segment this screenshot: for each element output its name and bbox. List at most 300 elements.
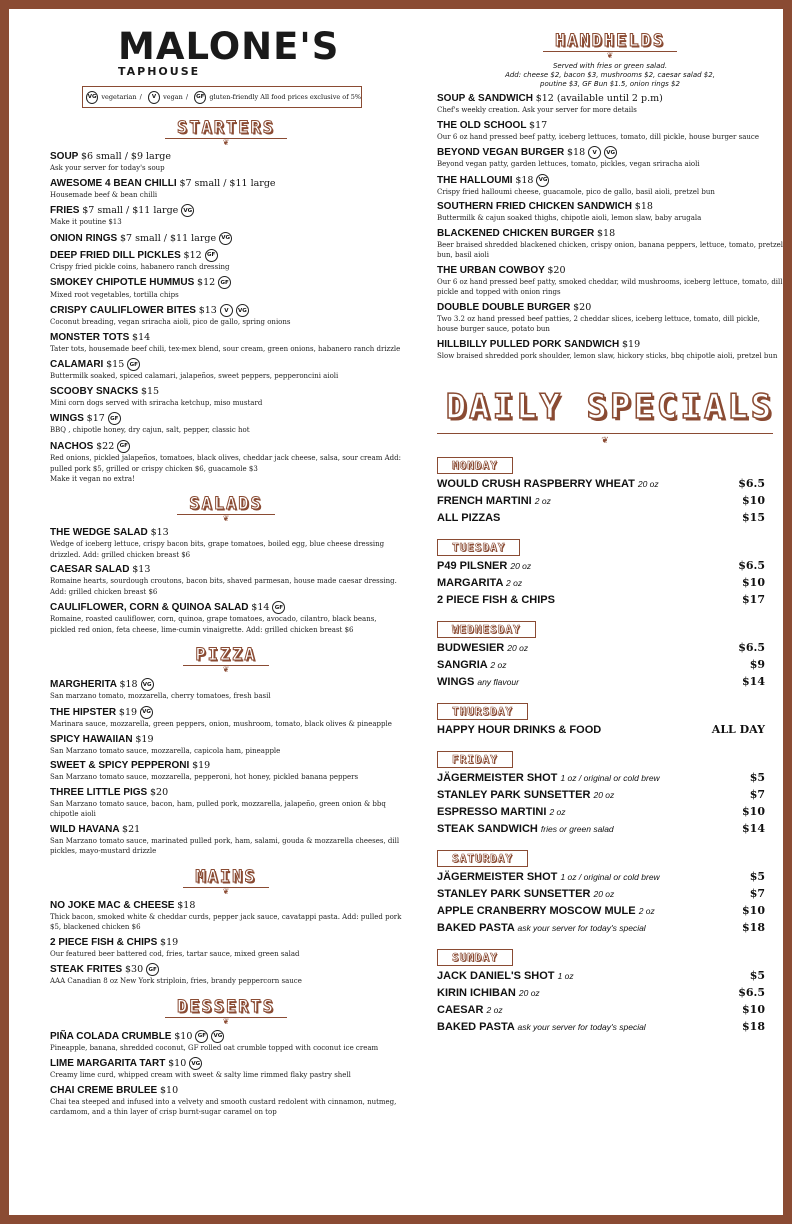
gluten-friendly-tag: GF: [108, 412, 121, 425]
mains-section: [50, 867, 402, 987]
special-row: [437, 805, 783, 819]
special-name: WOULD CRUSH RASPBERRY WHEAT 20 oz: [437, 478, 659, 491]
item-price: $7 small / $11 large: [82, 205, 179, 217]
hop-icon: ❦: [222, 138, 230, 147]
day-heading: MONDAY: [437, 457, 513, 474]
item-price: $14: [132, 331, 151, 343]
special-note: 2 oz: [549, 807, 566, 818]
vegetarian-tag: VG: [211, 1030, 224, 1043]
vegan-tag: V: [220, 304, 233, 317]
item-description: Chef's weekly creation. Ask your server for more details: [437, 106, 637, 114]
special-row: [437, 593, 783, 607]
special-name: CAESAR 2 oz: [437, 1004, 503, 1017]
gluten-friendly-tag: GF: [146, 963, 159, 976]
hop-icon: ❦: [222, 1016, 230, 1026]
menu-item: [50, 304, 402, 328]
special-price: $6.5: [738, 559, 765, 573]
special-name: HAPPY HOUR DRINKS & FOOD: [437, 724, 602, 737]
menu-item: [50, 1030, 402, 1054]
special-note: fries or green salad: [540, 824, 614, 835]
menu-item: [50, 900, 402, 933]
special-note: 1 oz: [557, 971, 574, 982]
vegetarian-tag: VG: [140, 706, 153, 719]
logo: [118, 27, 402, 78]
menu-item: [50, 678, 402, 702]
special-name: BUDWESIER 20 oz: [437, 642, 529, 655]
special-row: [437, 822, 783, 836]
special-price: $14: [742, 675, 765, 689]
item-description: Our 6 oz hand pressed beef patty, smoked cheddar, wild mushrooms, iceberg lettuce, tomato, dill pickle and topped with onion rings: [437, 277, 783, 297]
item-name: SWEET & SPICY PEPPERONI $19: [50, 760, 211, 772]
item-description: Buttermilk soaked, spiced calamari, jalapeños, sweet peppers, pepperoncini aioli: [50, 372, 339, 381]
item-price: $13: [132, 564, 151, 576]
item-name: LIME MARGARITA TART $10 VG: [50, 1057, 402, 1070]
item-name: CALAMARI $15 GF: [50, 358, 402, 371]
section-title: DESSERTS: [165, 997, 287, 1018]
section-title: HANDHELDS: [543, 31, 677, 52]
special-note: 20 oz: [507, 643, 529, 654]
logo-subtitle: TAPHOUSE: [118, 65, 201, 78]
section-title: STARTERS: [165, 118, 287, 139]
day-block: [437, 737, 783, 836]
special-price: $10: [742, 805, 765, 819]
special-name: STANLEY PARK SUNSETTER 20 oz: [437, 888, 615, 901]
item-description: San Marzano tomato sauce, bacon, ham, pulled pork, mozzarella, jalapeño, green onion & bbq chipotle aioli: [50, 799, 386, 819]
item-price: $19: [622, 338, 641, 350]
menu-item: [50, 734, 402, 757]
item-price: $12: [183, 249, 202, 261]
item-description: Red onions, pickled jalapeños, tomatoes, black olives, cheddar jack cheese, salsa, sour cream Add: pulled pork $5, grilled or crispy chicken $6, guacamole $3: [50, 454, 401, 473]
day-block: [437, 935, 783, 1034]
item-price: $7 small / $11 large: [120, 232, 217, 244]
item-description: Pineapple, banana, shredded coconut, GF rolled oat crumble topped with coconut ice cream: [50, 1043, 379, 1052]
item-description: Romaine, roasted cauliflower, corn, quinoa, grape tomatoes, avocado, cilantro, black beans, pickled red onion, feta cheese, lime-cumin vinaigrette. Add: grilled chicken breast $6: [50, 615, 377, 634]
item-price: $15: [106, 359, 125, 371]
menu-item: [50, 232, 402, 245]
menu-item: [50, 358, 402, 382]
menu-item: [50, 937, 402, 960]
menu-item: [50, 706, 402, 730]
special-price: $10: [742, 1003, 765, 1017]
menu-item: [50, 1057, 402, 1081]
item-name: THE OLD SCHOOL $17: [437, 119, 548, 131]
item-name: WILD HAVANA $21: [50, 823, 141, 835]
item-name: SMOKEY CHIPOTLE HUMMUS $12 GF: [50, 276, 402, 289]
item-price: $18: [119, 679, 138, 691]
starters-heading: [50, 118, 402, 147]
handhelds-note: [437, 62, 783, 89]
item-name: CHAI CREME BRULEE $10: [50, 1084, 179, 1096]
item-name: CRISPY CAULIFLOWER BITES $13 V VG: [50, 304, 402, 317]
menu-item: [437, 174, 783, 198]
special-note: 20 oz: [518, 988, 540, 999]
vegan-tag: V: [588, 146, 601, 159]
special-name: MARGARITA 2 oz: [437, 577, 523, 590]
item-description: Slow braised shredded pork shoulder, lemon slaw, hickory sticks, bbq chipotle aioli, pretzel bun: [437, 351, 778, 360]
special-price: $15: [742, 511, 765, 525]
item-description: San Marzano tomato sauce, mozzarella, pepperoni, hot honey, pickled banana peppers: [50, 773, 359, 782]
item-price: $21: [122, 823, 141, 835]
item-name: THE HALLOUMI $18 VG: [437, 174, 783, 187]
special-name: JÄGERMEISTER SHOT 1 oz / original or cold brew: [437, 772, 660, 785]
special-price: $5: [749, 771, 765, 785]
item-name: MONSTER TOTS $14: [50, 331, 151, 343]
pizza-section: [50, 645, 402, 856]
menu-item: [437, 93, 783, 116]
day-heading: WEDNESDAY: [437, 621, 536, 638]
section-title: PIZZA: [183, 645, 268, 666]
item-name: CAULIFLOWER, CORN & QUINOA SALAD $14 GF: [50, 601, 402, 614]
desserts-section: [50, 997, 402, 1118]
item-name: SOUP & SANDWICH $12 (available until 2 p.m): [437, 93, 663, 104]
menu-item: [437, 228, 783, 261]
special-name: SANGRIA 2 oz: [437, 659, 507, 672]
special-note: 20 oz: [510, 561, 532, 572]
special-price: $18: [742, 921, 765, 935]
item-name: CAESAR SALAD $13: [50, 564, 151, 576]
handhelds-heading: [437, 31, 783, 60]
item-description: Marinara sauce, mozzarella, green peppers, onion, mushroom, tomato, black olives & pineapple: [50, 720, 392, 729]
special-price: $6.5: [738, 986, 765, 1000]
item-description: Creamy lime curd, whipped cream with sweet & salty lime rimmed flaky pastry shell: [50, 1071, 351, 1080]
vegetarian-tag: VG: [236, 304, 249, 317]
special-name: BAKED PASTA ask your server for today's special: [437, 1021, 646, 1034]
special-row: [437, 477, 783, 491]
item-price: $7 small / $11 large: [179, 177, 276, 189]
menu-item: [437, 146, 783, 170]
item-price: $18: [567, 147, 586, 159]
item-price: $17: [529, 119, 548, 131]
special-name: WINGS any flavour: [437, 676, 519, 689]
day-block: [437, 836, 783, 935]
special-note: any flavour: [477, 677, 519, 688]
item-name: FRIES $7 small / $11 large VG: [50, 204, 402, 217]
item-name: SCOOBY SNACKS $15: [50, 385, 160, 397]
daily-specials-title: DAILY SPECIALS: [445, 387, 775, 428]
item-price: $20: [150, 786, 169, 798]
gluten-friendly-tag: GF: [127, 358, 140, 371]
special-note: 2 oz: [490, 660, 507, 671]
special-row: [437, 511, 783, 525]
item-description: Chai tea steeped and infused into a velvety and smooth custard redolent with cinnamon, nutmeg, cardamom, and a thin layer of crisp burnt-sugar caramel on top: [50, 1097, 397, 1117]
special-note: ask your server for today's special: [517, 923, 646, 934]
menu-item: [50, 824, 402, 857]
item-description: Buttermilk & cajun soaked thighs, chipotle aioli, lemon slaw, baby arugala: [437, 214, 702, 223]
hop-icon: ❦: [222, 665, 230, 675]
legend-separator: /: [139, 93, 142, 101]
special-note: ask your server for today's special: [517, 1022, 646, 1033]
item-description: Coconut breading, vegan sriracha aioli, pico de gallo, spring onions: [50, 318, 291, 327]
item-description: Crispy fried halloumi cheese, guacamole, pico de gallo, basil aioli, pretzel bun: [437, 187, 715, 196]
item-name: WINGS $17 GF: [50, 412, 402, 425]
special-row: [437, 559, 783, 573]
gluten-friendly-tag: GF: [194, 91, 206, 104]
item-description: Tater tots, housemade beef chili, tex-mex blend, sour cream, green onions, habanero ranch drizzle: [50, 344, 401, 353]
special-price: $10: [742, 494, 765, 508]
item-price: $20: [573, 301, 592, 313]
item-extra: Make it vegan no extra!: [50, 475, 135, 484]
menu-item: [50, 412, 402, 436]
right-column: [437, 27, 783, 1034]
special-name: STANLEY PARK SUNSETTER 20 oz: [437, 789, 615, 802]
item-price: $19: [160, 936, 179, 948]
special-row: [437, 921, 783, 935]
item-description: Ask your server for today's soup: [50, 164, 165, 172]
vegetarian-tag: VG: [86, 91, 98, 104]
item-description: Housemade beef & bean chilli: [50, 190, 158, 199]
item-description: Two 3.2 oz hand pressed beef patties, 2 cheddar slices, iceberg lettuce, tomato, dill pickle, house burger sauce, potato bun: [437, 314, 760, 334]
item-description: BBQ , chipotle honey, dry cajun, salt, pepper, classic hot: [50, 426, 250, 435]
special-note: 20 oz: [637, 479, 659, 490]
vegetarian-tag: VG: [189, 1057, 202, 1070]
item-price: $18: [634, 201, 653, 213]
item-description: Wedge of iceberg lettuce, crispy bacon bits, grape tomatoes, boiled egg, blue cheese dressing drizzled. Add: grilled chicken breast $6: [50, 540, 385, 559]
menu-item: [50, 601, 402, 635]
item-name: SOUP $6 small / $9 large: [50, 151, 171, 162]
special-price: $14: [742, 822, 765, 836]
special-name: FRENCH MARTINI 2 oz: [437, 495, 551, 508]
special-row: [437, 1003, 783, 1017]
item-description: Mixed root vegetables, tortilla chips: [50, 290, 179, 299]
item-name: THREE LITTLE PIGS $20: [50, 786, 169, 798]
special-note: 2 oz: [506, 578, 523, 589]
menu-item: [50, 787, 402, 820]
item-price: $14: [251, 602, 270, 614]
special-row: [437, 771, 783, 785]
note-line: Served with fries or green salad.: [552, 62, 668, 70]
item-name: NO JOKE MAC & CHEESE $18: [50, 899, 196, 911]
day-heading: FRIDAY: [437, 751, 513, 768]
item-name: HILLBILLY PULLED PORK SANDWICH $19: [437, 338, 641, 350]
daily-specials-list: [437, 443, 783, 1034]
menu-item: [50, 386, 402, 409]
day-block: [437, 607, 783, 689]
special-price: $18: [742, 1020, 765, 1034]
desserts-heading: [50, 997, 402, 1026]
item-description: Beer braised shredded blackened chicken, crispy onion, banana peppers, lettuce, tomato, pretzel bun, basil aioli: [437, 240, 784, 260]
day-heading: THURSDAY: [437, 703, 528, 720]
item-price: $19: [118, 707, 138, 719]
menu-item: [50, 760, 402, 783]
special-row: [437, 576, 783, 590]
item-description: San marzano tomato, mozzarella, cherry tomatoes, fresh basil: [50, 692, 271, 701]
menu-item: [437, 201, 783, 224]
special-price: $6.5: [738, 641, 765, 655]
special-price: $10: [742, 904, 765, 918]
special-name: APPLE CRANBERRY MOSCOW MULE 2 oz: [437, 905, 655, 918]
item-price: $20: [547, 264, 566, 276]
item-name: BEYOND VEGAN BURGER $18 V VG: [437, 146, 783, 159]
starters-section: [50, 118, 402, 484]
special-note: 1 oz / original or cold brew: [560, 872, 660, 883]
vegetarian-tag: VG: [536, 174, 549, 187]
hop-icon: ❦: [222, 886, 230, 896]
item-name: BLACKENED CHICKEN BURGER $18: [437, 227, 616, 239]
note-line: poutine $3, GF Bun $1.5, onion rings $2: [540, 80, 680, 88]
vegetarian-tag: VG: [219, 232, 232, 245]
note-line: Add: cheese $2, bacon $3, mushrooms $2, caesar salad $2,: [505, 71, 715, 79]
day-heading: SATURDAY: [437, 850, 528, 867]
item-price: $15: [140, 385, 160, 397]
section-title: MAINS: [183, 867, 268, 888]
special-name: JACK DANIEL'S SHOT 1 oz: [437, 970, 574, 983]
item-name: THE URBAN COWBOY $20: [437, 264, 566, 276]
item-name: ONION RINGS $7 small / $11 large VG: [50, 232, 402, 245]
item-description: Beyond vegan patty, garden lettuces, tomato, pickles, vegan sriracha aioli: [437, 160, 700, 169]
item-name: THE HIPSTER $19 VG: [50, 706, 402, 719]
item-price: $13: [198, 305, 217, 317]
special-note: 2 oz: [638, 906, 655, 917]
item-description: Our featured beer battered cod, fries, tartar sauce, mixed green salad: [50, 949, 300, 958]
item-description: Our 6 oz hand pressed beef patty, iceberg lettuces, tomato, dill pickle, house burger sauce: [437, 132, 759, 141]
special-row: [437, 870, 783, 884]
item-price: $18: [177, 899, 196, 911]
item-description: Crispy fried pickle coins, habanero ranch dressing: [50, 262, 230, 271]
item-price: $12: [197, 277, 216, 289]
gluten-friendly-tag: GF: [117, 440, 130, 453]
special-name: ALL PIZZAS: [437, 512, 501, 525]
day-heading: TUESDAY: [437, 539, 520, 556]
special-row: [437, 641, 783, 655]
special-price: $10: [742, 576, 765, 590]
day-heading: SUNDAY: [437, 949, 513, 966]
hop-icon: ❦: [606, 51, 614, 60]
special-price: $5: [749, 870, 765, 884]
special-note: 2 oz: [534, 496, 551, 507]
special-name: ESPRESSO MARTINI 2 oz: [437, 806, 566, 819]
special-row: [437, 887, 783, 901]
special-price: $9: [749, 658, 765, 672]
item-description: Thick bacon, smoked white & cheddar curds, pepper jack sauce, cavatappi pasta. Add: pulled pork $5, blackened chicken $6: [50, 912, 402, 932]
item-name: NACHOS $22 GF: [50, 440, 402, 453]
item-price: $13: [150, 527, 169, 539]
legend-vegetarian: vegetarian: [101, 93, 137, 101]
dietary-legend: [82, 86, 362, 108]
gluten-friendly-tag: GF: [195, 1030, 208, 1043]
menu-item: [50, 178, 402, 201]
special-name: BAKED PASTA ask your server for today's special: [437, 922, 646, 935]
special-row: [437, 986, 783, 1000]
item-description: San Marzano tomato sauce, marinated pulled pork, ham, salami, gouda & mozzarella cheeses, dill pickles, mayo-mustard drizzle: [50, 836, 400, 856]
menu-item: [50, 204, 402, 228]
special-name: STEAK SANDWICH fries or green salad: [437, 823, 614, 836]
item-price: $19: [135, 733, 154, 745]
special-row: [437, 904, 783, 918]
menu-item: [50, 440, 402, 484]
special-row: [437, 723, 783, 737]
item-name: MARGHERITA $18 VG: [50, 678, 402, 691]
salads-section: [50, 494, 402, 635]
salads-heading: [50, 494, 402, 523]
item-name: DOUBLE DOUBLE BURGER $20: [437, 301, 592, 313]
gluten-friendly-tag: GF: [272, 601, 285, 614]
special-price: ALL DAY: [711, 723, 765, 737]
special-price: $7: [749, 887, 765, 901]
special-price: $17: [742, 593, 765, 607]
menu-item: [50, 1085, 402, 1118]
mains-heading: [50, 867, 402, 896]
special-row: [437, 494, 783, 508]
menu-item: [437, 302, 783, 335]
special-note: 2 oz: [486, 1005, 503, 1016]
item-price: $19: [192, 760, 211, 772]
item-price: $17: [86, 413, 105, 425]
item-price: $18: [597, 227, 616, 239]
logo-name: MALONE'S: [118, 25, 340, 68]
special-row: [437, 788, 783, 802]
item-description: Make it poutine $13: [50, 218, 122, 227]
special-name: KIRIN ICHIBAN 20 oz: [437, 987, 540, 1000]
legend-gluten-friendly: gluten-friendly All food prices exclusive of 5%: [209, 93, 362, 101]
hop-icon: ❦: [597, 436, 613, 446]
item-description: San Marzano tomato sauce, mozzarella, capicola ham, pineapple: [50, 746, 281, 755]
item-description: Mini corn dogs served with sriracha ketchup, miso mustard: [50, 398, 263, 407]
vegetarian-tag: VG: [604, 146, 617, 159]
item-price: $22: [96, 441, 115, 453]
item-description: AAA Canadian 8 oz New York striploin, fries, brandy peppercorn sauce: [50, 977, 302, 986]
handhelds-list: [437, 93, 783, 361]
vegetarian-tag: VG: [181, 204, 194, 217]
vegetarian-tag: VG: [141, 678, 154, 691]
special-row: [437, 969, 783, 983]
menu-item: [50, 151, 402, 174]
item-name: THE WEDGE SALAD $13: [50, 527, 169, 539]
item-price: $30: [125, 964, 144, 976]
special-name: 2 PIECE FISH & CHIPS: [437, 594, 555, 607]
day-block: [437, 689, 783, 737]
item-name: DEEP FRIED DILL PICKLES $12 GF: [50, 249, 402, 262]
menu-item: [437, 265, 783, 298]
left-column: [50, 27, 402, 1118]
item-name: STEAK FRITES $30 GF: [50, 963, 402, 976]
section-title: SALADS: [177, 494, 274, 515]
menu-item: [50, 249, 402, 273]
item-price: $10: [160, 1084, 179, 1096]
menu-item: [50, 963, 402, 987]
menu-item: [50, 276, 402, 300]
menu-item: [50, 564, 402, 597]
special-note: 20 oz: [593, 889, 615, 900]
item-name: SPICY HAWAIIAN $19: [50, 733, 154, 745]
item-price: $12 (available until 2 p.m): [535, 93, 663, 104]
item-price: $10: [174, 1030, 193, 1042]
pizza-heading: [50, 645, 402, 674]
special-price: $7: [749, 788, 765, 802]
item-name: 2 PIECE FISH & CHIPS $19: [50, 936, 179, 948]
item-description: Romaine hearts, sourdough croutons, bacon bits, shaved parmesan, house made caesar dressing. Add: grilled chicken breast $6: [50, 577, 397, 596]
menu-item: [50, 332, 402, 355]
special-note: 1 oz / original or cold brew: [560, 773, 660, 784]
special-row: [437, 675, 783, 689]
vegan-tag: V: [148, 91, 160, 104]
menu-item: [50, 527, 402, 560]
special-row: [437, 658, 783, 672]
daily-divider: [437, 433, 773, 447]
legend-vegan: vegan: [163, 93, 183, 101]
item-name: PIÑA COLADA CRUMBLE $10 GF VG: [50, 1030, 402, 1043]
menu-item: [437, 120, 783, 143]
menu-item: [437, 339, 783, 362]
special-price: $5: [749, 969, 765, 983]
legend-separator: /: [185, 93, 189, 101]
special-name: P49 PILSNER 20 oz: [437, 560, 532, 573]
item-name: AWESOME 4 BEAN CHILLI $7 small / $11 large: [50, 177, 276, 189]
special-note: 20 oz: [593, 790, 615, 801]
gluten-friendly-tag: GF: [205, 249, 218, 262]
gluten-friendly-tag: GF: [218, 276, 231, 289]
item-price: $6 small / $9 large: [80, 151, 171, 162]
special-row: [437, 1020, 783, 1034]
